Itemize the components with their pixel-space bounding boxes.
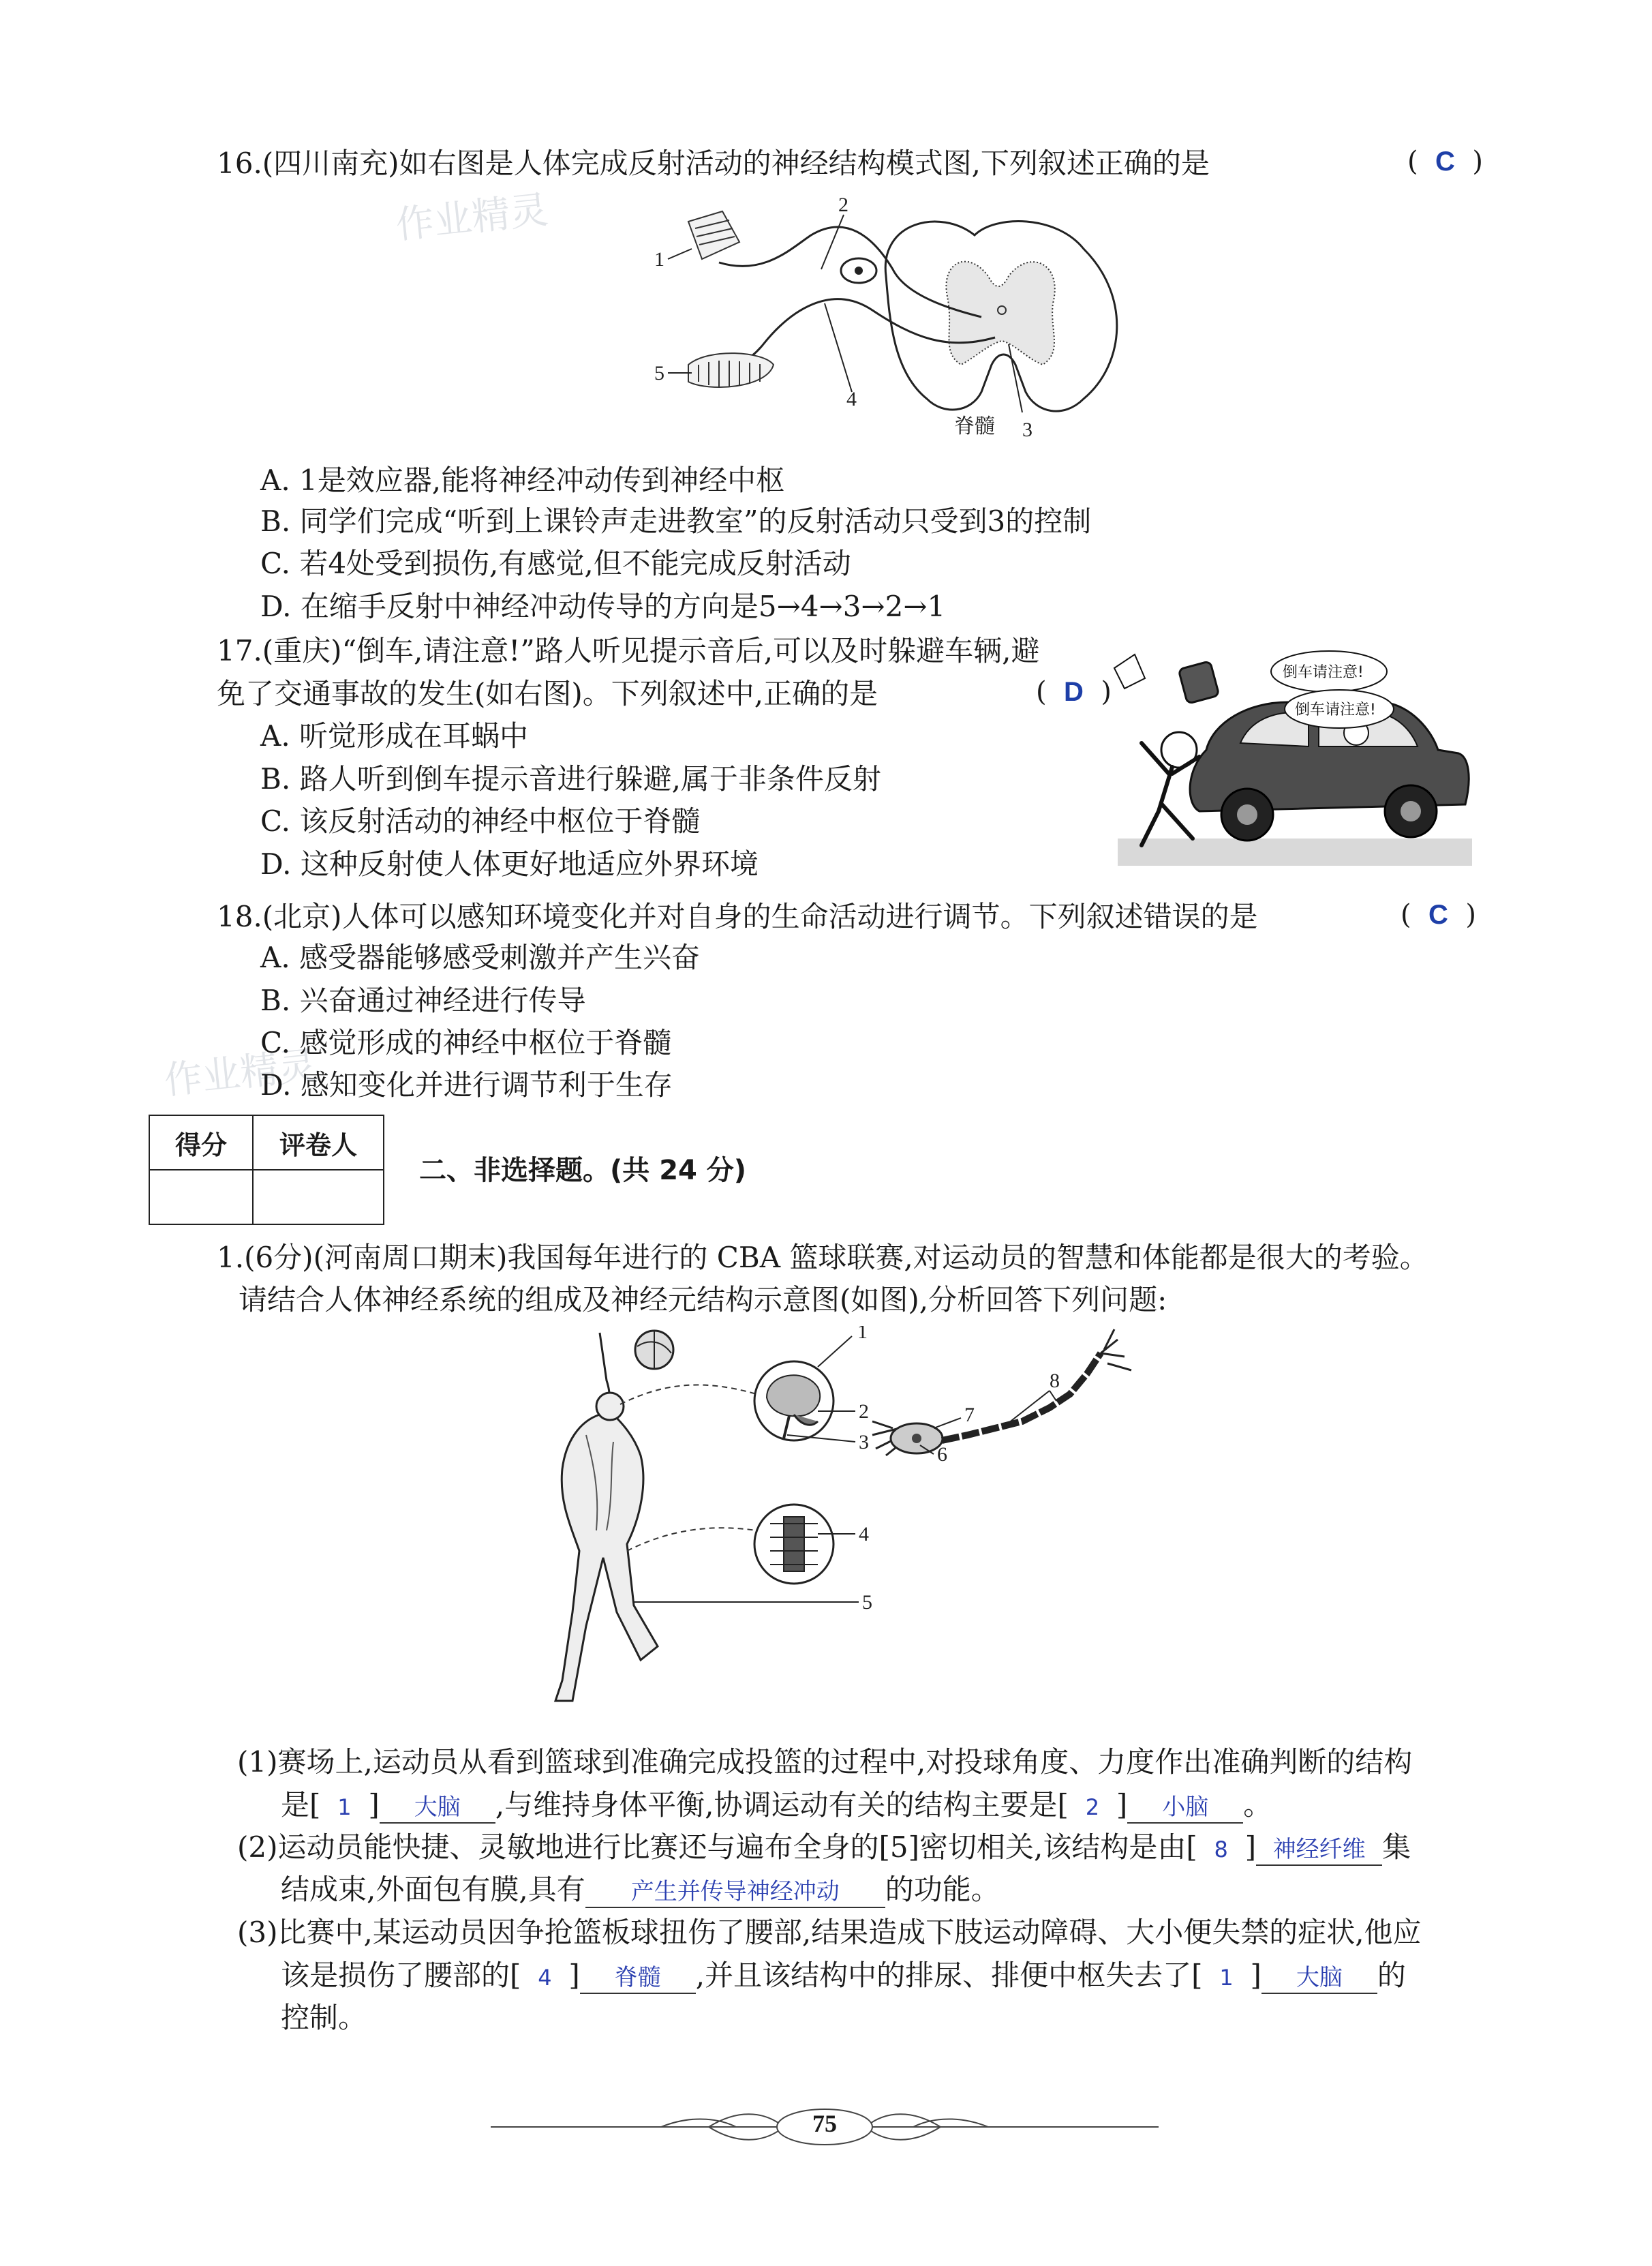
p1-sub2-line1: (2)运动员能快捷、灵敏地进行比赛还与遍布全身的[5]密切相关,该结构是由[ 8 ] 神经纤维 集 [237,1827,1411,1870]
label-4: 4 [846,388,857,410]
q17-stem-line1: 17.(重庆)“倒车,请注意!”路人听见提示音后,可以及时躲避车辆,避 [217,634,1040,667]
p1-sub3-line3: 控制。 [281,2001,367,2034]
label-5: 5 [862,1591,872,1614]
p1-sub3-answer2: 大脑 [1261,1963,1377,1994]
grader-header: 评卷人 [253,1115,384,1170]
q17-answer-paren: ( D ) [1036,676,1112,708]
label-spinal-cord: 脊髓 [954,414,995,438]
p1-sub1-bracket1: 1 [337,1794,352,1820]
cerebrum [767,1375,820,1416]
q16-stem: 16.(四川南充)如右图是人体完成反射活动的神经结构模式图,下列叙述正确的是 [217,147,1210,180]
q18-answer: C [1428,900,1448,930]
q18-option-d: D. 感知变化并进行调节利于生存 [260,1068,673,1102]
q16-option-d: D. 在缩手反射中神经冲动传导的方向是5→4→3→2→1 [260,590,946,623]
p1-sub3-line1: (3)比赛中,某运动员因争抢篮板球扭伤了腰部,结果造成下肢运动障碍、大小便失禁的症状,他应 [237,1916,1422,1949]
reflex-arc-figure [654,194,1145,447]
label-2: 2 [838,194,848,216]
label-7: 7 [964,1404,975,1426]
paper [1114,654,1145,689]
nervous-system-figure [532,1326,1186,1708]
connector-brain [620,1385,756,1404]
p1-sub2-bracket1: 8 [1214,1837,1228,1862]
label-1: 1 [857,1326,868,1343]
label-1: 1 [654,248,664,271]
p1-sub1-answer2: 小脑 [1127,1792,1243,1824]
axon-terminals [1101,1329,1131,1370]
p1-stem-line2: 请结合人体神经系统的组成及神经元结构示意图(如图),分析回答下列问题: [239,1283,1167,1316]
q17-option-d: D. 这种反射使人体更好地适应外界环境 [260,847,759,881]
label-3: 3 [1022,419,1032,441]
ground [1118,839,1472,866]
q16-answer: C [1435,147,1455,177]
q18-option-c: C. 感觉形成的神经中枢位于脊髓 [260,1026,672,1059]
spinal-segment [784,1517,804,1571]
q17-option-a: A. 听觉形成在耳蜗中 [260,719,529,753]
p1-sub2-answer2: 产生并传导神经冲动 [585,1877,885,1908]
q16-option-b: B. 同学们完成“听到上课铃声走进教室”的反射活动只受到3的控制 [260,504,1092,538]
q17-answer: D [1064,677,1084,707]
grader-cell [253,1170,384,1224]
q18-stem: 18.(北京)人体可以感知环境变化并对自身的生命活动进行调节。下列叙述错误的是 [217,900,1258,933]
label-2: 2 [859,1400,869,1423]
afferent-nerve [719,227,981,317]
p1-stem-line1: 1.(6分)(河南周口期末)我国每年进行的 CBA 篮球联赛,对运动员的智慧和体能都是很大的考验。 [217,1241,1428,1274]
label-6: 6 [937,1443,947,1466]
q18-option-b: B. 兴奋通过神经进行传导 [260,984,586,1017]
receptor-skin [688,211,739,259]
q17-option-b: B. 路人听到倒车提示音进行躲避,属于非条件反射 [260,762,881,796]
label-3: 3 [859,1431,869,1453]
q17-option-c: C. 该反射活动的神经中枢位于脊髓 [260,804,701,838]
label-4: 4 [859,1523,869,1545]
watermark: 作业精灵 [393,187,551,248]
section2-title: 二、非选择题。(共 24 分) [419,1155,747,1186]
q16-answer-paren: ( C ) [1407,146,1483,177]
watermark: 作业精灵 [162,1043,319,1104]
gray-matter [946,262,1054,365]
player-head [596,1393,624,1420]
p1-sub1-bracket2: 2 [1085,1794,1100,1820]
p1-sub2-answer1: 神经纤维 [1256,1834,1382,1866]
p1-sub3-line2: 该是损伤了腰部的[ 4 ] 脊髓 ,并且该结构中的排尿、排便中枢失去了[ 1 ] 大脑 的 [281,1955,1406,1998]
bubble-text-2: 倒车请注意! [1295,701,1376,719]
q18-answer-paren: ( C ) [1401,899,1476,931]
score-table [149,1115,384,1225]
player-body [555,1333,658,1701]
effector-muscle [688,353,774,387]
p1-sub3-answer1: 脊髓 [580,1963,696,1994]
p1-sub1-line2: 是[ 1 ] 大脑 ,与维持身体平衡,协调运动有关的结构主要是[ 2 ] 小脑 。 [281,1785,1272,1828]
p1-sub1-answer1: 大脑 [380,1792,495,1824]
q17-stem-line2: 免了交通事故的发生(如右图)。下列叙述中,正确的是 [217,677,878,710]
connector-spinal [627,1528,756,1551]
page-number: 75 [812,2110,837,2137]
q16-option-a: A. 1是效应器,能将神经冲动传到神经中枢 [260,464,785,497]
p1-sub1-line1: (1)赛场上,运动员从看到篮球到准确完成投篮的过程中,对投球角度、力度作出准确判断的结构 [237,1745,1413,1779]
bag [1178,661,1219,704]
score-header: 得分 [149,1115,253,1170]
label-5: 5 [654,362,664,384]
bubble-text-1: 倒车请注意! [1283,664,1364,681]
axon [942,1353,1101,1440]
q16-option-c: C. 若4处受到损伤,有感觉,但不能完成反射活动 [260,547,851,580]
reversing-car-figure [1104,641,1479,873]
score-cell [149,1170,253,1224]
p1-sub3-bracket2: 1 [1219,1965,1234,1991]
label-8: 8 [1050,1370,1060,1392]
p1-sub2-line2: 结成束,外面包有膜,具有 产生并传导神经冲动 的功能。 [281,1869,1000,1910]
p1-sub3-bracket1: 4 [538,1965,552,1991]
q18-option-a: A. 感受器能够感受刺激并产生兴奋 [260,941,701,974]
